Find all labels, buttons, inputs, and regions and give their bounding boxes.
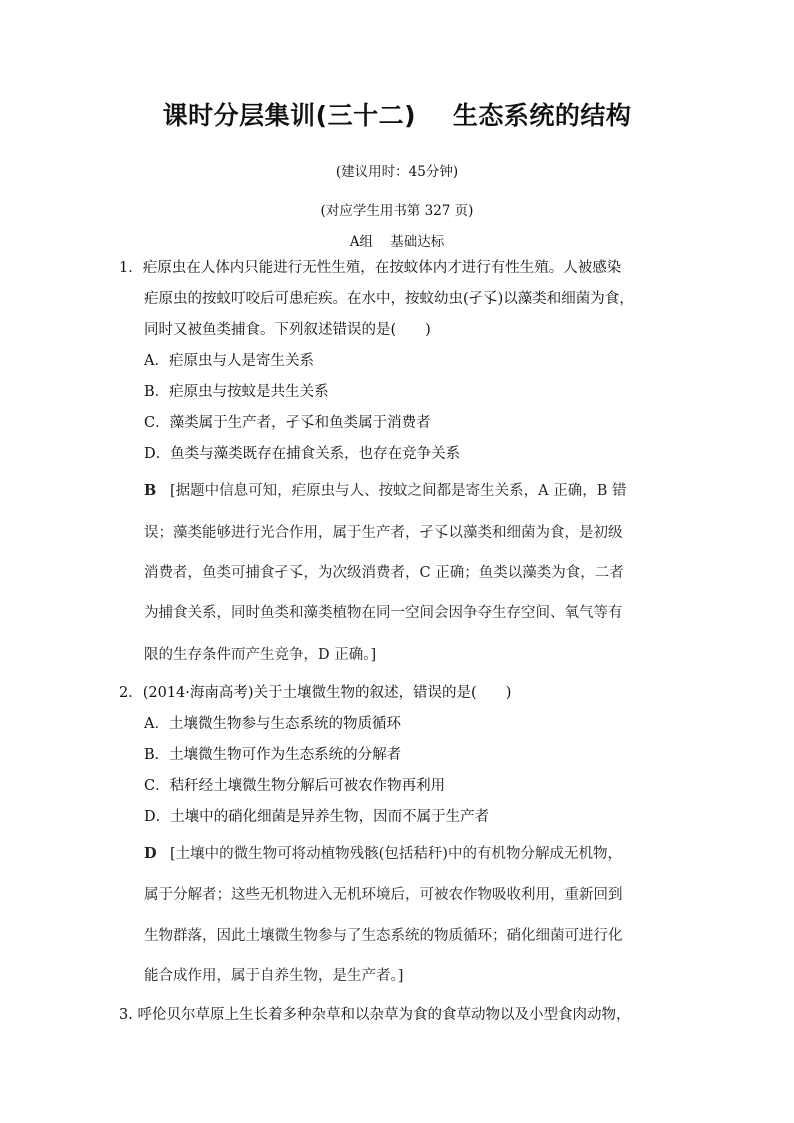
q2-explanation-line: 能合成作用，属于自养生物，是生产者。] [144,968,404,984]
q3-stem-line: 3. 呼伦贝尔草原上生长着多种杂草和以杂草为食的食草动物以及小型食肉动物， [119,1007,631,1023]
q2-explanation-line: 属于分解者；这些无机物进入无机环境后，可被农作物吸收利用，重新回到 [144,887,623,903]
q1-option-d: D．鱼类与藻类既存在捕食关系，也存在竞争关系 [144,446,461,462]
suggested-time: (建议用时：45分钟) [335,164,459,180]
q1-explanation-line: [据题中信息可知，疟原虫与人、按蚊之间都是寄生关系，A 正确，B 错 [170,483,627,499]
q2-option-a: A．土壤微生物参与生态系统的物质循环 [144,716,401,732]
q2-option-c: C．秸秆经土壤微生物分解后可被农作物再利用 [144,778,446,794]
q1-stem-line: 同时又被鱼类捕食。下列叙述错误的是( ) [144,322,431,338]
q2-stem-line: 2．(2014·海南高考)关于土壤微生物的叙述，错误的是( ) [119,685,512,701]
q2-answer-letter: D [144,845,157,862]
group-heading: A组 基础达标 [349,234,445,250]
q2-option-d: D．土壤中的硝化细菌是异养生物，因而不属于生产者 [144,809,490,825]
q1-option-b: B．疟原虫与按蚊是共生关系 [144,384,329,400]
q1-explanation-line: 为捕食关系，同时鱼类和藻类植物在同一空间会因争夺生存空间、氧气等有 [144,605,623,621]
q1-explanation-line: 消费者，鱼类可捕食孑孓，为次级消费者，C 正确；鱼类以藻类为食，二者 [144,565,624,581]
q1-stem-line: 1．疟原虫在人体内只能进行无性生殖，在按蚊体内才进行有性生殖。人被感染 [119,260,622,276]
book-reference: (对应学生用书第 327 页) [320,203,474,219]
q1-stem-line: 疟原虫的按蚊叮咬后可患疟疾。在水中，按蚊幼虫(孑孓)以藻类和细菌为食， [144,291,634,307]
q1-option-a: A．疟原虫与人是寄生关系 [144,353,314,369]
q1-answer-letter: B [144,482,157,499]
q2-option-b: B．土壤微生物可作为生态系统的分解者 [144,747,402,763]
q1-explanation-line: 限的生存条件而产生竞争，D 正确。] [144,647,377,663]
q2-explanation-line: 生物群落，因此土壤微生物参与了生态系统的物质循环；硝化细菌可进行化 [144,928,623,944]
q2-explanation-line: [土壤中的微生物可将动植物残骸(包括秸秆)中的有机物分解成无机物， [170,846,622,862]
page-title: 课时分层集训(三十二) 生态系统的结构 [162,101,632,130]
q1-option-c: C．藻类属于生产者，孑孓和鱼类属于消费者 [144,415,431,431]
q1-explanation-line: 误；藻类能够进行光合作用，属于生产者，孑孓以藻类和细菌为食，是初级 [144,525,623,541]
